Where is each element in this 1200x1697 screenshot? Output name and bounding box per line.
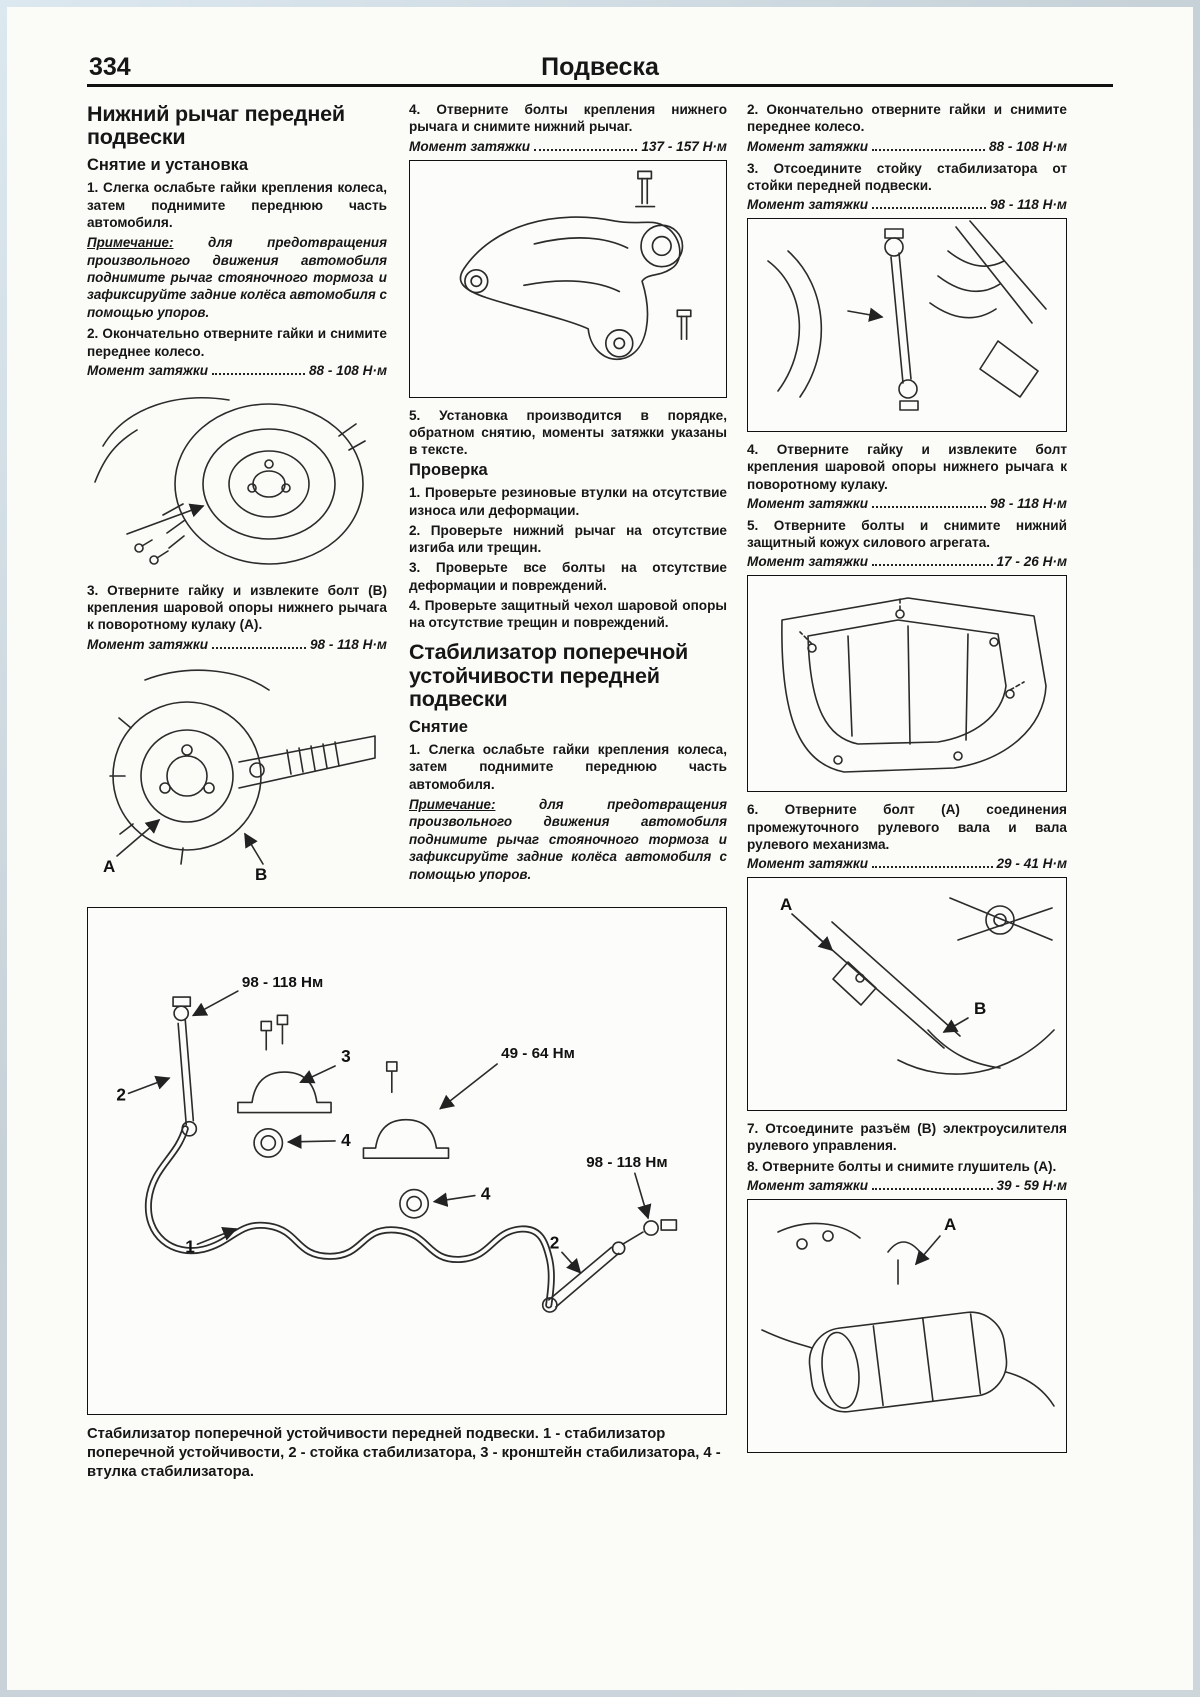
torque-spec (747, 1178, 1067, 1193)
check-item: 3. Проверьте все болты на отсутствие деформации и повреждений. (409, 560, 727, 593)
torque-value: 98 - 118 Н·м (989, 197, 1067, 212)
undercover-illustration (748, 576, 1066, 791)
undercover-lines (782, 596, 1046, 772)
column-middle (409, 101, 727, 901)
step-text: 8. Отверните болты и снимите глушитель (A). (747, 1158, 1057, 1174)
torque-leader-dots (872, 564, 992, 566)
torque-spec (409, 139, 727, 154)
torque-value: 88 - 108 Н·м (988, 138, 1067, 154)
stabilizer-lines (129, 991, 677, 1312)
left-two-thirds (87, 101, 727, 1482)
manual-page (7, 7, 1193, 1690)
steering-label-a: A (780, 895, 793, 914)
steering-shaft-illustration (748, 878, 1066, 1110)
page-title: Подвеска (541, 53, 659, 81)
torque-leader-dots (872, 506, 986, 508)
callout-3: 3 (341, 1045, 351, 1066)
torque-leader-dots (872, 149, 985, 151)
step-text: 2. Окончательно отверните гайки и снимите переднее колесо. (747, 102, 1067, 135)
subsection-removal: Снятие (409, 718, 468, 737)
note-label: Примечание: (87, 235, 174, 251)
torque-leader-dots (872, 207, 986, 209)
torque-label: Момент затяжки (747, 856, 869, 871)
muffler-lines (762, 1223, 1054, 1415)
step-text: 2. Окончательно отверните гайки и снимите переднее колесо. (87, 326, 387, 359)
subsection-check: Проверка (409, 461, 488, 480)
torque-value: 98 - 118 Н·м (309, 636, 387, 652)
torque-spec (87, 637, 387, 652)
step-text: 4. Отверните гайку и извлеките болт крепления шаровой опоры нижнего рычага к поворотному кулаку. (747, 442, 1067, 492)
callout-2: 2 (549, 1232, 560, 1253)
figure-stabilizer-link (747, 218, 1067, 432)
control-arm-lines (460, 171, 690, 359)
stabilizer-assembly-illustration (88, 908, 726, 1414)
torque-value: 98 - 118 Н·м (989, 495, 1067, 511)
torque-value: 29 - 41 Н·м (996, 856, 1067, 871)
torque-leader-dots (534, 149, 637, 151)
step-text: 6. Отверните болт (A) соединения промежуточного рулевого вала и вала рулевого механизма. (747, 802, 1067, 852)
check-item: 2. Проверьте нижний рычаг на отсутствие изгиба или трещин. (409, 522, 727, 556)
torque-leader-dots (212, 373, 305, 375)
torque-leader-dots (212, 647, 306, 649)
figure-muffler (747, 1199, 1067, 1453)
steering-shaft-lines (792, 898, 1054, 1074)
figure-undercover (747, 575, 1067, 792)
section-title-stabilizer: Стабилизатор поперечной устойчивости передней подвески (409, 640, 689, 711)
column-left (87, 101, 387, 901)
torque-value: 17 - 26 Н·м (996, 554, 1067, 570)
callout-1: 1 (185, 1236, 195, 1257)
torque-label: Момент затяжки (747, 554, 869, 570)
figure-knuckle (87, 658, 387, 888)
control-arm-illustration (410, 161, 726, 397)
wheel-drum-illustration (87, 384, 387, 574)
torque-value: 39 - 59 Н·м (996, 1177, 1067, 1193)
step-text: 5. Установка производится в порядке, обратном снятию, моменты затяжки указаны в тексте. (409, 407, 727, 458)
note-text: для предотвращения произвольного движения автомобиля поднимите рычаг стояночного тормоза и зафиксируйте задние колёса автомобиля с помощью упоров. (87, 235, 387, 320)
column-right (747, 101, 1067, 1482)
note-text: для предотвращения произвольного движения автомобиля поднимите рычаг стояночного тормоза и зафиксируйте задние колёса автомобиля с помощью упоров. (409, 796, 727, 882)
torque-leader-dots (872, 866, 992, 868)
figure-control-arm (409, 160, 727, 398)
step-text: 1. Слегка ослабьте гайки крепления колеса, затем поднимите переднюю часть автомобиля. (409, 742, 727, 792)
content-columns (87, 101, 1113, 1482)
torque-label: Момент затяжки (87, 636, 209, 652)
two-column-area (87, 101, 727, 901)
torque-label: Момент затяжки (747, 197, 869, 212)
stabilizer-link-lines (768, 221, 1046, 410)
torque-spec (747, 496, 1067, 511)
steering-label-b: B (974, 999, 987, 1018)
page-number: 334 (89, 53, 131, 81)
step-text: 5. Отверните болты и снимите нижний защитный кожух силового агрегата. (747, 517, 1067, 550)
callout-2: 2 (116, 1084, 126, 1105)
knuckle-label-b: B (255, 864, 268, 884)
note-paragraph (409, 796, 727, 883)
figure-stabilizer-assembly (87, 907, 727, 1415)
knuckle-label-a: A (103, 856, 116, 876)
torque-spec (747, 139, 1067, 154)
torque-label: Момент затяжки (747, 495, 869, 511)
step-text: 4. Отверните болты крепления нижнего рычага и снимите нижний рычаг. (409, 102, 727, 135)
figure-steering-shaft (747, 877, 1067, 1111)
figure-caption: Стабилизатор поперечной устойчивости передней подвески. 1 - стабилизатор поперечной устойчивости, 2 - стойка стабилизатора, 3 - кронштейн стабилизатора, 4 - втулка стабилизатора. (87, 1426, 721, 1480)
step-text: 1. Слегка ослабьте гайки крепления колеса, затем поднимите переднюю часть автомобиля. (87, 180, 387, 230)
step-text: 3. Отсоедините стойку стабилизатора от стойки передней подвески. (747, 160, 1067, 193)
knuckle-illustration (87, 658, 387, 888)
figure-torque-bracket: 49 - 64 Нм (501, 1044, 575, 1062)
figure-torque-left-link: 98 - 118 Нм (241, 973, 324, 991)
torque-label: Момент затяжки (409, 138, 531, 154)
subsection-removal-install: Снятие и установка (87, 156, 249, 175)
torque-spec (747, 856, 1067, 871)
torque-spec (87, 363, 387, 378)
torque-spec (747, 554, 1067, 569)
callout-4: 4 (341, 1129, 351, 1150)
figure-wheel-drum (87, 384, 387, 574)
torque-leader-dots (872, 1188, 992, 1190)
figure-torque-right-link: 98 - 118 Нм (586, 1154, 668, 1172)
note-paragraph (87, 234, 387, 321)
stabilizer-link-illustration (748, 219, 1066, 431)
torque-label: Момент затяжки (87, 362, 209, 378)
check-item: 4. Проверьте защитный чехол шаровой опоры на отсутствие трещин и повреждений. (409, 597, 727, 631)
muffler-illustration (748, 1200, 1066, 1452)
callout-4: 4 (480, 1183, 491, 1204)
wheel-drum-lines (95, 398, 365, 564)
torque-label: Момент затяжки (747, 138, 869, 154)
torque-spec (747, 197, 1067, 212)
muffler-label-a: A (944, 1214, 957, 1234)
note-label: Примечание: (409, 796, 496, 812)
knuckle-lines (110, 670, 375, 864)
page-header (87, 51, 1113, 87)
torque-value: 137 - 157 Н·м (641, 138, 727, 154)
step-text: 7. Отсоедините разъём (B) электроусилителя рулевого управления. (747, 1121, 1067, 1154)
section-title-lower-arm: Нижний рычаг передней подвески (87, 102, 345, 150)
torque-value: 88 - 108 Н·м (308, 362, 387, 378)
check-item: 1. Проверьте резиновые втулки на отсутствие износа или деформации. (409, 485, 727, 518)
step-text: 3. Отверните гайку и извлеките болт (B) крепления шаровой опоры нижнего рычага к поворотному кулаку (A). (87, 582, 387, 633)
torque-label: Момент затяжки (747, 1177, 869, 1193)
